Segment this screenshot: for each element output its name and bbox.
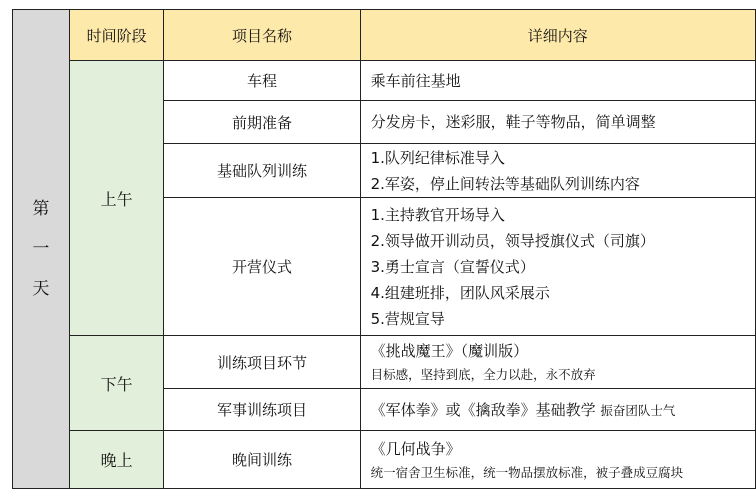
- schedule-table-wrapper: [12, 9, 756, 489]
- item-details: [360, 431, 755, 489]
- item-name: 晚间训练: [164, 431, 360, 489]
- period-morning: 上午: [69, 61, 164, 336]
- schedule-table: [12, 9, 756, 489]
- item-details: [360, 389, 755, 431]
- table-row: [13, 431, 756, 489]
- table-row: [13, 336, 756, 389]
- detail-line: 4.组建班排，团队风采展示: [370, 283, 550, 302]
- detail-subline: 统一宿舍卫生标准，统一物品摆放标准，被子叠成豆腐块: [370, 464, 684, 480]
- item-name: 军事训练项目: [164, 389, 360, 431]
- item-details: [360, 198, 755, 336]
- detail-line: 5.营规宣导: [370, 309, 445, 328]
- detail-line: 2.军姿，停止间转法等基础队列训练内容: [370, 174, 640, 193]
- header-details: 详细内容: [360, 10, 755, 61]
- item-name: 车程: [164, 61, 360, 101]
- item-name: 前期准备: [164, 101, 360, 144]
- detail-line: 乘车前往基地: [370, 71, 461, 90]
- header-row: [13, 10, 756, 61]
- item-name: 训练项目环节: [164, 336, 360, 389]
- item-name: 开营仪式: [164, 198, 360, 336]
- day-label: [13, 189, 69, 309]
- item-details: [360, 101, 755, 144]
- day-char-3: 天: [32, 279, 50, 299]
- table-row: [13, 61, 756, 101]
- detail-line: 2.领导做开训动员，领导授旗仪式（司旗）: [370, 231, 655, 250]
- detail-subline: 目标感，坚持到底，全力以赴，永不放弃: [370, 367, 596, 382]
- detail-line: 3.勇士宣言（宣誓仪式）: [370, 257, 535, 276]
- item-details: [360, 144, 755, 198]
- detail-line: 《挑战魔王》（魔训版）: [370, 342, 529, 360]
- detail-line: 1.队列纪律标准导入: [370, 148, 505, 167]
- period-afternoon: 下午: [69, 336, 164, 431]
- item-name: 基础队列训练: [164, 144, 360, 198]
- item-details: [360, 336, 755, 389]
- day-char-1: 第: [32, 199, 50, 219]
- day-cell: [13, 10, 70, 489]
- header-time-period: 时间阶段: [69, 10, 164, 61]
- detail-line: 分发房卡，迷彩服，鞋子等物品，简单调整: [370, 113, 656, 131]
- period-evening: 晚上: [69, 431, 164, 489]
- detail-line: 1.主持教官开场导入: [370, 205, 505, 224]
- detail-inline-note: 振奋团队士气: [600, 402, 676, 418]
- detail-line: 《几何战争》: [370, 439, 461, 458]
- detail-line: 《军体拳》或《擒敌拳》基础教学: [370, 400, 596, 419]
- day-char-2: 一: [32, 239, 50, 259]
- item-details: [360, 61, 755, 101]
- header-project-name: 项目名称: [164, 10, 360, 61]
